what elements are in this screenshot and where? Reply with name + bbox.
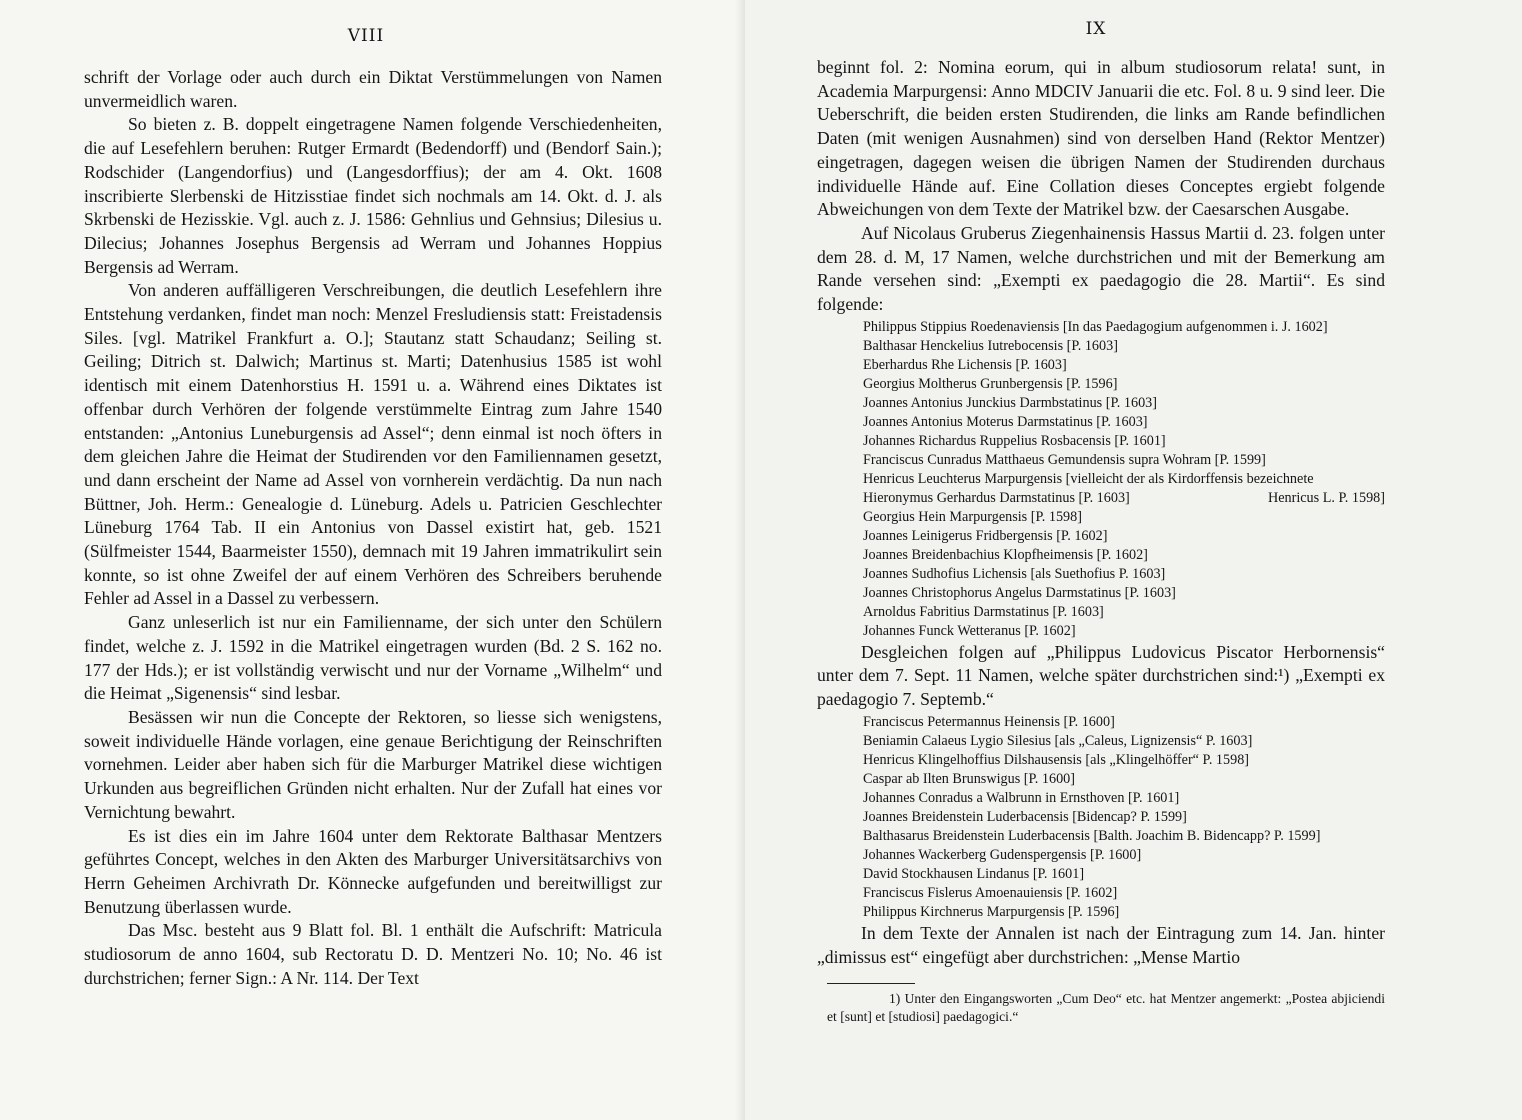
list-item: Eberhardus Rhe Lichensis [P. 1603] <box>863 356 1067 373</box>
paragraph: beginnt fol. 2: Nomina eorum, qui in album studiosorum relata! sunt, in Academia Marpurgensi: Anno MDCIV Januarii die etc. Fol. 8 u. 9 sind leer. Die Ueberschrift, die beiden ersten Studirenden, die links am Rande befindlichen Daten (mit wenigen Ausnahmen) sind von derselben Hand (Rektor Mentzer) eingetragen, dagegen weisen die übrigen Namen der Studirenden durchaus individuelle Hände auf. Eine Collation dieses Conceptes ergiebt folgende Abweichungen von dem Texte der Matrikel bzw. der Caesarschen Ausgabe. <box>817 57 1385 220</box>
list-item: Balthasar Henckelius Iutrebocensis [P. 1603] <box>863 337 1118 354</box>
list-item: Franciscus Petermannus Heinensis [P. 1600] <box>863 713 1115 730</box>
page-number: IX <box>1085 19 1107 39</box>
paragraph: schrift der Vorlage oder auch durch ein Diktat Verstümmelungen von Namen unvermeidlich waren. <box>84 67 662 111</box>
footnote <box>817 990 1385 1026</box>
list-item: Balthasarus Breidenstein Luderbacensis [Balth. Joachim B. Bidencapp? P. 1599] <box>863 827 1321 844</box>
exempti-list-september <box>817 713 1385 922</box>
list-item: Joannes Leinigerus Fridbergensis [P. 1602] <box>863 527 1108 544</box>
list-item: David Stockhausen Lindanus [P. 1601] <box>863 865 1085 882</box>
list-item: Henricus Klingelhoffius Dilshausensis [als „Klingelhöffer“ P. 1598] <box>863 751 1250 768</box>
list-item: Johannes Wackerberg Gudenspergensis [P. 1600] <box>863 846 1142 863</box>
list-item: Philippus Stippius Roedenaviensis [In das Paedagogium aufgenommen i. J. 1602] <box>863 318 1328 335</box>
list-item: Johannes Richardus Ruppelius Rosbacensis [P. 1601] <box>863 432 1166 449</box>
page-number: VIII <box>347 26 385 46</box>
list-item: Henricus Leuchterus Marpurgensis [vielleicht der als Kirdorffensis bezeichnete <box>863 470 1314 487</box>
paragraph: Ganz unleserlich ist nur ein Familienname, der sich unter den Schülern findet, welche z. J. 1592 in die Matrikel eingetragen wurden (Bd. 2 S. 162 no. 177 der Hds.); er ist vollständig verwischt und nur der Vorname „Wilhelm“ und die Heimat „Sigenensis“ sind lesbar. <box>84 612 662 704</box>
list-item: Joannes Christophorus Angelus Darmstatinus [P. 1603] <box>863 584 1176 601</box>
list-item-text: Hieronymus Gerhardus Darmstatinus [P. 1603] <box>863 489 1130 506</box>
list-item: Arnoldus Fabritius Darmstatinus [P. 1603] <box>863 603 1104 620</box>
margin-note: Henricus L. P. 1598] <box>1267 489 1385 506</box>
paragraph: Desgleichen folgen auf „Philippus Ludovicus Piscator Herbornensis“ unter dem 7. Sept. 11 Namen, welche später durchstrichen sind:¹) „Exempti ex paedagogio 7. Septemb.“ <box>817 641 1385 710</box>
paragraph: Besässen wir nun die Concepte der Rektoren, so liesse sich wenigstens, soweit individuelle Hände vorlagen, eine genaue Berichtigung der Reinschriften vornehmen. Leider aber haben sich für die Marburger Matrikel diese wichtigen Urkunden aus begreiflichen Gründen nicht erhalten. Nur der Zufall hat eines vor Vernichtung bewahrt. <box>84 706 662 822</box>
footnote-rule <box>827 983 915 984</box>
paragraph: Von anderen auffälligeren Verschreibungen, die deutlich Lesefehlern ihre Entstehung verdanken, findet man noch: Menzel Fresludiensis statt: Freistadensis Siles. [vgl. Matrikel Frankfurt a. O.]; Stautanz statt Schaudanz; Seiling st. Geiling; Ditrich st. Dalwich; Martinus st. Marti; Datenhusius 1585 ist wohl identisch mit einem Datenhorstius H. 1591 u. a. Während eines Diktates ist offenbar durch Verhören der folgende verstümmelte Eintrag zum Jahre 1540 entstanden: „Antonius Luneburgensis ad Assel“; denn einmal ist noch öfters in dem gleichen Jahre die Heimat der Studirenden vor den Familiennamen gesetzt, und dann erscheint der Name ad Assel von vornherein verdächtig. Da nun nach Büttner, Joh. Herm.: Genealogie d. Lüneburg. Adels u. Patricien Geschlechter Lüneburg 1764 Tab. II ein Antonius von Dassel existirt hat, geb. 1521 (Sülfmeister 1544, Baarmeister 1550), demnach mit 19 Jahren immatrikulirt sein konnte, so ist ohne Zweifel der auf einem Verhören des Schreibers beruhende Fehler ad Assel in a Dassel zu verbessern. <box>84 280 662 609</box>
left-page <box>0 0 745 1120</box>
list-item: Franciscus Cunradus Matthaeus Gemundensis supra Wohram [P. 1599] <box>863 451 1266 468</box>
paragraph: In dem Texte der Annalen ist nach der Eintragung zum 14. Jan. hinter „dimissus est“ eingefügt aber durchstrichen: „Mense Martio <box>817 922 1385 967</box>
paragraph: Das Msc. besteht aus 9 Blatt fol. Bl. 1 enthält die Aufschrift: Matricula studiosorum de anno 1604, sub Rectoratu D. D. Mentzeri No. 10; No. 46 ist durchstrichen; ferner Sign.: A Nr. 114. Der Text <box>84 920 662 988</box>
paragraph: Es ist dies ein im Jahre 1604 unter dem Rektorate Balthasar Mentzers geführtes Concept, welches in den Akten des Marburger Universitätsarchivs von Herrn Geheimen Archivrath Dr. Könnecke aufgefunden und bereitwilligst zur Benutzung überlassen wurde. <box>84 825 662 917</box>
list-item: Joannes Breidenbachius Klopfheimensis [P. 1602] <box>863 546 1148 563</box>
right-page <box>745 0 1522 1120</box>
list-item: Caspar ab Ilten Brunswigus [P. 1600] <box>863 770 1076 787</box>
exempti-list-march <box>817 318 1385 641</box>
paragraph: Auf Nicolaus Gruberus Ziegenhainensis Hassus Martii d. 23. folgen unter dem 28. d. M, 17 Namen, welche durchstrichen und mit der Bemerkung am Rande versehen sind: „Exempti ex paedagogio die 28. Martii“. Es sind folgende: <box>817 222 1385 315</box>
list-item: Johannes Funck Wetteranus [P. 1602] <box>863 622 1076 639</box>
right-text-column <box>817 56 1385 1026</box>
list-item <box>817 489 1385 508</box>
list-item: Franciscus Fislerus Amoenauiensis [P. 1602] <box>863 884 1118 901</box>
list-item: Johannes Conradus a Walbrunn in Ernsthoven [P. 1601] <box>863 789 1180 806</box>
footnote-text: 1) Unter den Eingangsworten „Cum Deo“ etc. hat Mentzer angemerkt: „Postea abjiciendi et [sunt] et [studiosi] paedagogici.“ <box>827 991 1385 1025</box>
list-item: Joannes Sudhofius Lichensis [als Suethofius P. 1603] <box>863 565 1166 582</box>
list-item: Beniamin Calaeus Lygio Silesius [als „Caleus, Lignizensis“ P. 1603] <box>863 732 1253 749</box>
list-item: Joannes Antonius Moterus Darmstatinus [P. 1603] <box>863 413 1148 430</box>
list-item: Joannes Breidenstein Luderbacensis [Bidencap? P. 1599] <box>863 808 1187 825</box>
list-item: Philippus Kirchnerus Marpurgensis [P. 1596] <box>863 903 1120 920</box>
list-item: Georgius Moltherus Grunbergensis [P. 1596] <box>863 375 1118 392</box>
list-item: Joannes Antonius Junckius Darmbstatinus [P. 1603] <box>863 394 1157 411</box>
paragraph: So bieten z. B. doppelt eingetragene Namen folgende Verschiedenheiten, die auf Lesefehlern beruhen: Rutger Ermardt (Bedendorff) und (Bendorf Sain.); Rodschider (Langendorfius) und (Langesdorffius); der am 4. Okt. 1608 inscribierte Slerbenski de Hitzisstiae findet sich nochmals am 14. Okt. d. J. als Skrbenski de Hezisskie. Vgl. auch z. J. 1586: Gehnlius und Gehnsius; Dilesius u. Dilecius; Johannes Josephus Bergensis ad Werram und Johannes Hoppius Bergensis ad Werram. <box>84 114 662 277</box>
list-item: Georgius Hein Marpurgensis [P. 1598] <box>863 508 1082 525</box>
left-text-column <box>84 66 662 990</box>
